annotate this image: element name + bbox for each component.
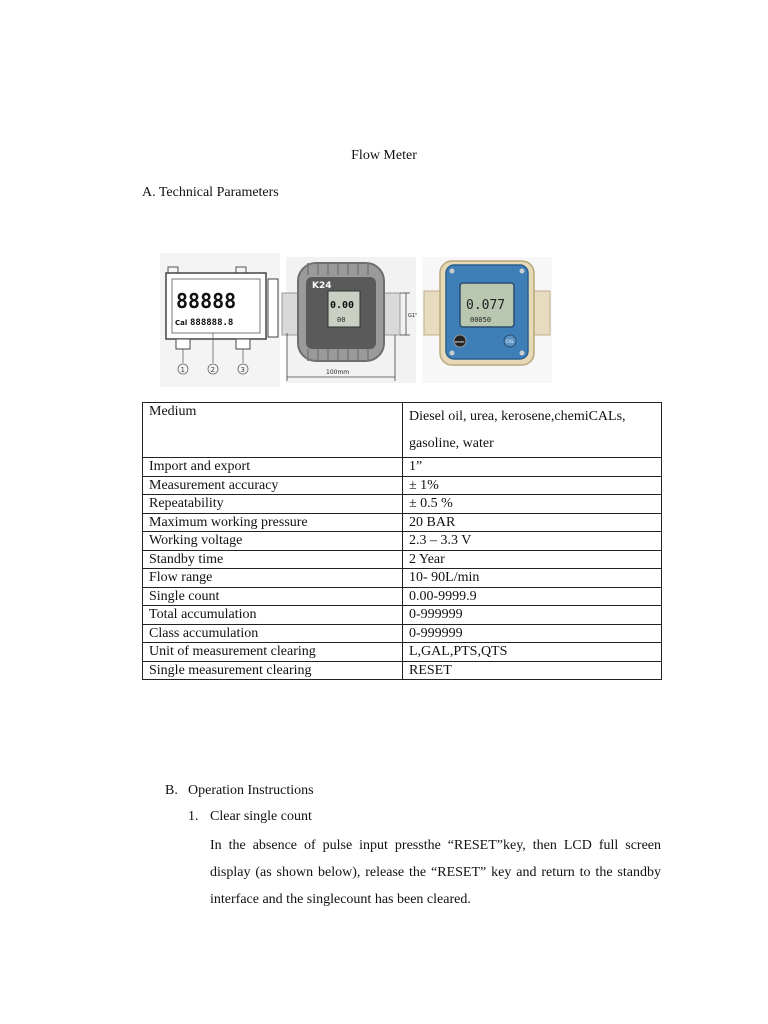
param-name: Measurement accuracy: [143, 476, 403, 495]
k24-display-small: 00: [337, 316, 346, 324]
param-value: Diesel oil, urea, kerosene,chemiCALs, gasoline, water: [403, 403, 662, 458]
lcd-callout-2: 2: [210, 366, 215, 374]
table-row: [143, 513, 662, 532]
table-row: [143, 532, 662, 551]
blue-meter-reset-button: RESET: [455, 340, 465, 344]
param-name: Class accumulation: [143, 624, 403, 643]
document-title: Flow Meter: [351, 148, 417, 163]
step-1-title: Clear single count: [210, 809, 312, 824]
step-1-marker: 1.: [188, 809, 199, 824]
param-value: 2.3 – 3.3 V: [403, 532, 662, 551]
param-name: Unit of measurement clearing: [143, 643, 403, 662]
param-value: 2 Year: [403, 550, 662, 569]
param-value: 0.00-9999.9: [403, 587, 662, 606]
step-1-paragraph: In the absence of pulse input pressthe “RESET”key, then LCD full screen display (as shown below), release the “RESET” key and return to the standby interface and the singlecount has been cleared.: [210, 838, 661, 907]
section-b-heading: Operation Instructions: [188, 783, 314, 798]
param-value: ± 0.5 %: [403, 495, 662, 514]
table-row: [143, 569, 662, 588]
param-value: 0-999999: [403, 606, 662, 625]
param-name: Single measurement clearing: [143, 661, 403, 680]
table-row: [143, 403, 662, 458]
k24-brand-label: K24: [312, 281, 332, 291]
table-row: [143, 643, 662, 662]
product-figure: [160, 253, 552, 387]
table-row: [143, 624, 662, 643]
lcd-panel-diagram: [160, 253, 280, 387]
k24-display-value: 0.00: [330, 300, 355, 311]
section-b-marker: B.: [165, 783, 178, 798]
param-value: RESET: [403, 661, 662, 680]
table-row: [143, 458, 662, 477]
param-value: 0-999999: [403, 624, 662, 643]
blue-meter-cal-button: CAL: [506, 339, 514, 344]
blue-meter-display-small: 00050: [470, 316, 492, 324]
param-value: 20 BAR: [403, 513, 662, 532]
table-row: [143, 550, 662, 569]
table-row: [143, 476, 662, 495]
table-row: [143, 587, 662, 606]
technical-parameters-table: [142, 402, 662, 680]
param-name: Import and export: [143, 458, 403, 477]
param-value: L,GAL,PTS,QTS: [403, 643, 662, 662]
lcd-callout-1: 1: [180, 366, 185, 374]
table-row: [143, 495, 662, 514]
param-name: Maximum working pressure: [143, 513, 403, 532]
lcd-small-digits: 888888.8: [190, 318, 234, 328]
section-a-heading: A. Technical Parameters: [142, 185, 279, 200]
table-row: [143, 606, 662, 625]
param-name: Working voltage: [143, 532, 403, 551]
blue-meter-photo: [422, 257, 552, 383]
param-name: Single count: [143, 587, 403, 606]
blue-meter-display: 0.077: [466, 298, 506, 313]
k24-port-dimension: G1": [408, 313, 418, 319]
k24-meter-photo: [282, 257, 417, 383]
param-name: Medium: [143, 403, 403, 458]
lcd-main-digits: 88888: [176, 289, 237, 313]
k24-width-dimension: 100mm: [326, 369, 350, 376]
param-value: 1”: [403, 458, 662, 477]
lcd-cal-label: Cal: [175, 319, 188, 327]
lcd-callout-3: 3: [240, 366, 245, 374]
table-row: [143, 661, 662, 680]
param-name: Repeatability: [143, 495, 403, 514]
param-name: Flow range: [143, 569, 403, 588]
param-name: Standby time: [143, 550, 403, 569]
param-name: Total accumulation: [143, 606, 403, 625]
param-value: ± 1%: [403, 476, 662, 495]
param-value: 10- 90L/min: [403, 569, 662, 588]
